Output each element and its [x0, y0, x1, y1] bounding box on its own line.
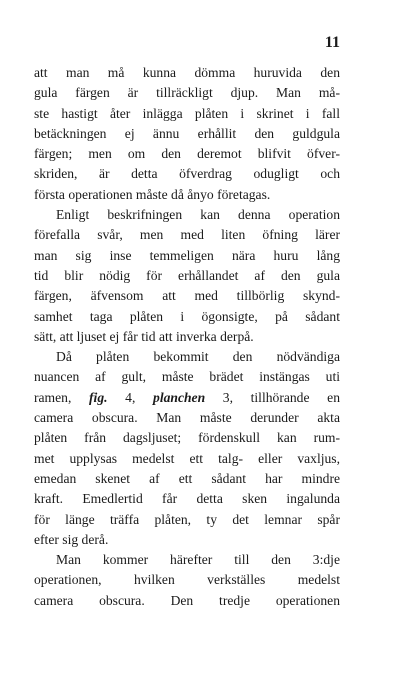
text-line: skriden, är detta öfverdrag odugligt och	[34, 166, 340, 182]
text-line: camera obscura. Man måste derunder akta	[34, 410, 340, 426]
text-line: met upplysas medelst ett talg- eller vaxljus,	[34, 450, 340, 466]
text-line: efter sig derå.	[34, 531, 109, 547]
text-line: camera obscura. Den tredje operationen	[34, 592, 340, 608]
text-line: man sig inse temmeligen nära huru lång	[34, 247, 340, 263]
fig-reference: fig.	[89, 389, 108, 405]
text-line: kraft. Emedlertid får detta sken ingalunda	[34, 491, 340, 507]
text-line: betäckningen ej ännu erhållit den guldgula	[34, 125, 340, 141]
text-line: färgen, äfvensom att med tillbörlig skynd-	[34, 288, 340, 304]
text-line: första operationen måste då ånyo företagas.	[34, 186, 271, 202]
text-line: samhet taga plåten i ögonsigte, på sådant	[34, 308, 340, 324]
text-line-ramen	[34, 388, 340, 408]
text-line: operationen, hvilken verkställes medelst	[34, 572, 340, 588]
text-line: Då plåten bekommit den nödvändiga	[56, 349, 340, 365]
page-number: 11	[324, 34, 340, 51]
text-line: emedan skenet af ett sådant har mindre	[34, 470, 340, 486]
text-line: Man kommer härefter till den 3:dje	[56, 552, 340, 568]
text-line: för länge träffa plåten, ty det lemnar spår	[34, 511, 340, 527]
text-line: gula färgen är tillräckligt djup. Man må-	[34, 85, 340, 101]
body-text	[34, 63, 340, 611]
text-line: tid blir nödig för erhållandet af den gula	[34, 267, 340, 283]
text-line: färgen; men om den deremot blifvit öfver-	[34, 146, 340, 162]
text-line: ste hastigt åter inlägga plåten i skrinet i fall	[34, 105, 340, 121]
ramen-text: 3, tillhörande en	[205, 389, 340, 405]
text-line: plåten från dagsljuset; fördenskull kan rum-	[34, 430, 340, 446]
ramen-text: 4,	[107, 389, 154, 405]
text-line: nuancen af gult, måste brädet instängas uti	[34, 369, 340, 385]
text-line: sätt, att ljuset ej får tid att inverka derpå.	[34, 328, 254, 344]
text-line: förefalla svår, men med liten öfning lärer	[34, 227, 340, 243]
text-line: att man må kunna dömma huruvida den	[34, 65, 340, 80]
text-line: Enligt beskrifningen kan denna operation	[56, 207, 340, 223]
ramen-text: ramen,	[34, 389, 90, 405]
planchen-reference: planchen	[153, 389, 206, 405]
